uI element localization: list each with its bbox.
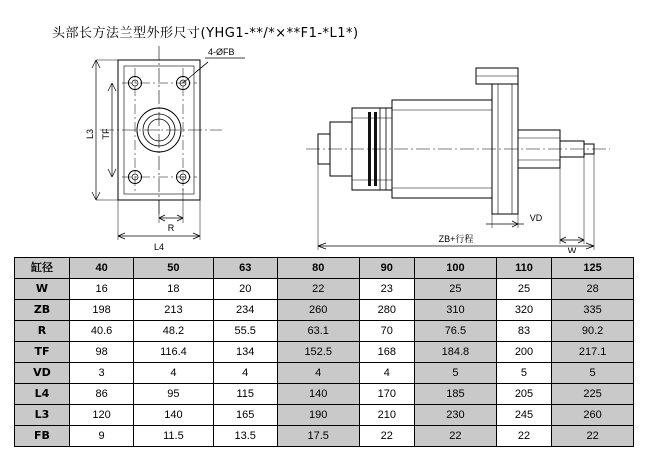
table-cell: 55.5 bbox=[213, 321, 277, 342]
table-cell: 190 bbox=[277, 405, 359, 426]
table-cell: 63.1 bbox=[277, 321, 359, 342]
table-row bbox=[15, 321, 634, 342]
label-r: R bbox=[167, 223, 175, 233]
table-cell: 120 bbox=[70, 405, 134, 426]
table-cell: 140 bbox=[277, 384, 359, 405]
table-cell: 9 bbox=[70, 426, 134, 447]
table-cell: 5 bbox=[415, 363, 497, 384]
table-cell: 5 bbox=[552, 363, 634, 384]
table-cell: 22 bbox=[552, 426, 634, 447]
label-zb: ZB+行程 bbox=[438, 234, 474, 244]
page-title: 头部长方法兰型外形尺寸(YHG1-**/*×**F1-*L1*) bbox=[52, 26, 359, 41]
row-header-cell: TF bbox=[15, 342, 70, 363]
table-cell: 83 bbox=[496, 321, 551, 342]
table-cell: 50 bbox=[134, 258, 213, 279]
row-header-cell: 缸径 bbox=[15, 258, 70, 279]
table-cell: 115 bbox=[213, 384, 277, 405]
table-cell: 22 bbox=[277, 279, 359, 300]
table-cell: 4 bbox=[134, 363, 213, 384]
table-cell: 335 bbox=[552, 300, 634, 321]
table-cell: 16 bbox=[70, 279, 134, 300]
table-cell: 22 bbox=[496, 426, 551, 447]
table-cell: 76.5 bbox=[415, 321, 497, 342]
table-cell: 234 bbox=[213, 300, 277, 321]
table-cell: 184.8 bbox=[415, 342, 497, 363]
table-row bbox=[15, 363, 634, 384]
spec-table-body bbox=[15, 258, 634, 447]
table-cell: 63 bbox=[213, 258, 277, 279]
table-cell: 17.5 bbox=[277, 426, 359, 447]
table-cell: 25 bbox=[496, 279, 551, 300]
row-header-cell: W bbox=[15, 279, 70, 300]
table-cell: 230 bbox=[415, 405, 497, 426]
label-holes: 4-ØFB bbox=[208, 47, 235, 57]
table-cell: 225 bbox=[552, 384, 634, 405]
table-cell: 165 bbox=[213, 405, 277, 426]
table-header-row bbox=[15, 258, 634, 279]
row-header-cell: FB bbox=[15, 426, 70, 447]
table-cell: 260 bbox=[277, 300, 359, 321]
label-tf: TF bbox=[101, 128, 111, 140]
table-cell: 125 bbox=[552, 258, 634, 279]
table-cell: 280 bbox=[359, 300, 414, 321]
table-cell: 80 bbox=[277, 258, 359, 279]
table-cell: 13.5 bbox=[213, 426, 277, 447]
table-cell: 320 bbox=[496, 300, 551, 321]
table-cell: 22 bbox=[359, 426, 414, 447]
table-cell: 22 bbox=[415, 426, 497, 447]
table-cell: 28 bbox=[552, 279, 634, 300]
table-cell: 3 bbox=[70, 363, 134, 384]
table-cell: 260 bbox=[552, 405, 634, 426]
table-cell: 25 bbox=[415, 279, 497, 300]
table-cell: 18 bbox=[134, 279, 213, 300]
table-cell: 110 bbox=[496, 258, 551, 279]
table-cell: 90 bbox=[359, 258, 414, 279]
table-cell: 70 bbox=[359, 321, 414, 342]
table-cell: 134 bbox=[213, 342, 277, 363]
table-row bbox=[15, 342, 634, 363]
label-l3: L3 bbox=[85, 128, 95, 140]
table-cell: 23 bbox=[359, 279, 414, 300]
table-row bbox=[15, 426, 634, 447]
table-cell: 217.1 bbox=[552, 342, 634, 363]
table-cell: 4 bbox=[213, 363, 277, 384]
technical-drawing bbox=[0, 38, 648, 253]
label-l4: L4 bbox=[153, 242, 165, 252]
row-header-cell: VD bbox=[15, 363, 70, 384]
table-cell: 205 bbox=[496, 384, 551, 405]
table-cell: 95 bbox=[134, 384, 213, 405]
table-cell: 48.2 bbox=[134, 321, 213, 342]
table-row bbox=[15, 279, 634, 300]
table-cell: 20 bbox=[213, 279, 277, 300]
table-row bbox=[15, 384, 634, 405]
table-cell: 245 bbox=[496, 405, 551, 426]
table-cell: 40 bbox=[70, 258, 134, 279]
row-header-cell: L3 bbox=[15, 405, 70, 426]
table-row bbox=[15, 300, 634, 321]
table-cell: 200 bbox=[496, 342, 551, 363]
label-w: W bbox=[567, 246, 577, 253]
row-header-cell: L4 bbox=[15, 384, 70, 405]
table-cell: 168 bbox=[359, 342, 414, 363]
table-cell: 185 bbox=[415, 384, 497, 405]
table-cell: 100 bbox=[415, 258, 497, 279]
row-header-cell: ZB bbox=[15, 300, 70, 321]
table-cell: 210 bbox=[359, 405, 414, 426]
table-cell: 90.2 bbox=[552, 321, 634, 342]
table-row bbox=[15, 405, 634, 426]
table-cell: 86 bbox=[70, 384, 134, 405]
table-cell: 198 bbox=[70, 300, 134, 321]
label-vd: VD bbox=[529, 213, 543, 223]
table-cell: 116.4 bbox=[134, 342, 213, 363]
table-cell: 11.5 bbox=[134, 426, 213, 447]
table-cell: 170 bbox=[359, 384, 414, 405]
spec-table bbox=[14, 257, 634, 447]
row-header-cell: R bbox=[15, 321, 70, 342]
drawing-svg bbox=[0, 38, 648, 253]
table-cell: 152.5 bbox=[277, 342, 359, 363]
table-cell: 4 bbox=[277, 363, 359, 384]
table-cell: 98 bbox=[70, 342, 134, 363]
table-cell: 40.6 bbox=[70, 321, 134, 342]
table-cell: 310 bbox=[415, 300, 497, 321]
table-cell: 4 bbox=[359, 363, 414, 384]
table-cell: 213 bbox=[134, 300, 213, 321]
table-cell: 5 bbox=[496, 363, 551, 384]
table-cell: 140 bbox=[134, 405, 213, 426]
